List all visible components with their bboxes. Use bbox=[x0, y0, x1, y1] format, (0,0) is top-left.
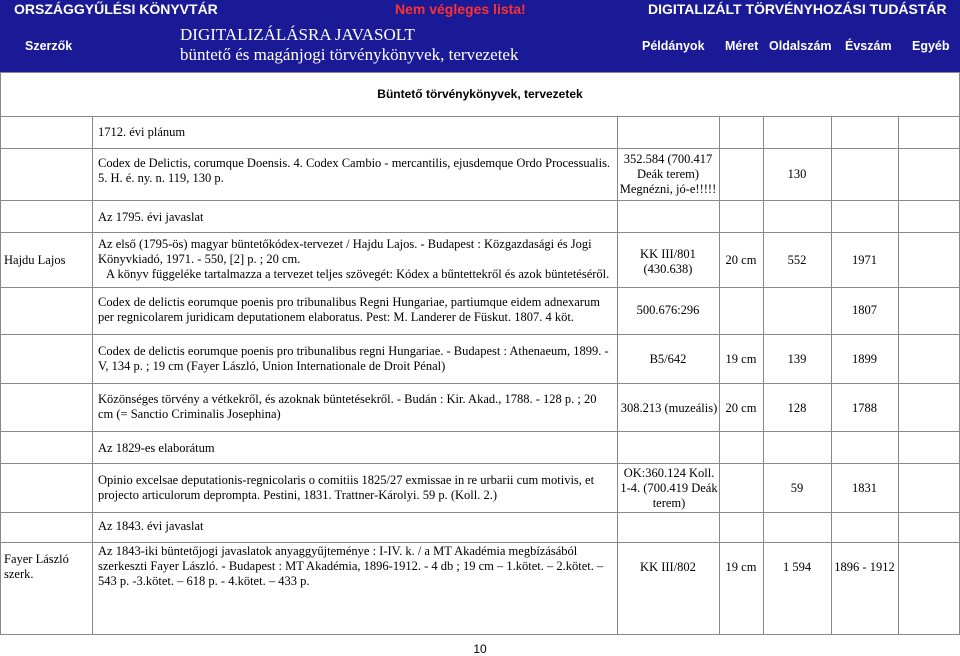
grid-line bbox=[0, 542, 960, 543]
section-1795: Az 1795. évi javaslat bbox=[98, 210, 204, 224]
table-header bbox=[0, 20, 960, 72]
row-5-title: Közönséges törvény a vétkekről, és azoknak büntetésekről. - Budán : Kir. Akad., 1788. - 128 p. ; 20 cm (= Sanctio Criminalis Josephina) bbox=[98, 392, 597, 421]
col-copies: Példányok bbox=[642, 39, 705, 53]
row-2-title: Az első (1795-ös) magyar büntetőkódex-tervezet / Hajdu Lajos. - Budapest : Közgazdasági és Jogi Könyvkiadó, 1971. - 550, [2] p. ; 20 cm. bbox=[98, 237, 592, 266]
grid-line bbox=[0, 463, 960, 464]
page-number: 10 bbox=[473, 642, 487, 656]
row-6-copies: OK:360.124 Koll. 1-4. (700.419 Deák terem) bbox=[620, 466, 718, 510]
col-other: Egyéb bbox=[912, 39, 950, 53]
row-5-pages: 128 bbox=[787, 401, 807, 415]
row-7-year: 1896 - 1912 bbox=[834, 560, 895, 574]
grid-line bbox=[0, 232, 960, 233]
grid-line bbox=[0, 200, 960, 201]
row-5-copies: 308.213 (muzeális) bbox=[620, 401, 718, 415]
row-2-note: A könyv függeléke tartalmazza a tervezet teljes szövegét: Kódex a bűntettekről és azok büntetéséről. bbox=[106, 267, 610, 281]
row-5-size: 20 cm bbox=[725, 401, 757, 415]
grid-line bbox=[0, 148, 960, 149]
grid-line bbox=[617, 72, 618, 635]
row-7-title: Az 1843-iki büntetőjogi javaslatok anyaggyűjteménye : I-IV. k. / a MT Akadémia megbízásából szerkeszti Fayer László. - Budapest : MT Akadémia, 1896-1912. - 4 db ; 19 cm – 1.kötet. – 2.kötet. – 543 p. -3.kötet. – 618 p. - 4.kötet. – 433 p. bbox=[98, 544, 604, 588]
row-7-author: Fayer László szerk. bbox=[4, 552, 69, 581]
row-2-year: 1971 bbox=[852, 253, 877, 267]
row-7-copies: KK III/802 bbox=[640, 560, 696, 574]
row-3-copies: 500.676:296 bbox=[636, 303, 700, 317]
row-2-pages: 552 bbox=[787, 253, 807, 267]
row-7-size: 19 cm bbox=[725, 560, 757, 574]
row-4-copies: B5/642 bbox=[649, 352, 687, 366]
grid-line bbox=[898, 72, 899, 635]
grid-line bbox=[0, 512, 960, 513]
section-1829: Az 1829-es elaborátum bbox=[98, 441, 215, 455]
library-name: ORSZÁGGYŰLÉSI KÖNYVTÁR bbox=[14, 1, 218, 17]
row-4-title: Codex de delictis eorumque poenis pro tribunalibus regni Hungariae. - Budapest : Athenaeum, 1899. - V, 134 p. ; 19 cm (Fayer László, Union Internationale de Droit Pénal) bbox=[98, 344, 609, 373]
row-2-author: Hajdu Lajos bbox=[4, 253, 66, 267]
row-4-pages: 139 bbox=[787, 352, 807, 366]
doc-title: DIGITALIZÁLÁSRA JAVASOLT bbox=[180, 25, 415, 44]
row-1-copies: 352.584 (700.417 Deák terem) Megnézni, jó-e!!!!! bbox=[619, 152, 717, 196]
grid-line bbox=[92, 72, 93, 635]
doc-subtitle: büntető és magánjogi törvénykönyvek, tervezetek bbox=[180, 45, 519, 64]
row-3-title: Codex de delictis eorumque poenis pro tribunalibus Regni Hungariae, partiumque eidem adnexarum per regnicolarem juridicam deputationem elaboratus. Pest: M. Landerer de Füskut. 1807. 4 köt. bbox=[98, 295, 600, 324]
row-6-pages: 59 bbox=[790, 481, 804, 495]
draft-warning: Nem végleges lista! bbox=[395, 1, 526, 17]
repository-name: DIGITALIZÁLT TÖRVÉNYHOZÁSI TUDÁSTÁR bbox=[648, 1, 947, 17]
grid-line bbox=[0, 634, 960, 635]
row-2-size: 20 cm bbox=[725, 253, 757, 267]
row-6-year: 1831 bbox=[852, 481, 877, 495]
row-7-pages: 1 594 bbox=[782, 560, 812, 574]
grid-line bbox=[0, 287, 960, 288]
top-banner bbox=[0, 0, 960, 20]
col-authors: Szerzők bbox=[25, 39, 73, 53]
row-3-year: 1807 bbox=[852, 303, 877, 317]
row-4-size: 19 cm bbox=[725, 352, 757, 366]
col-size: Méret bbox=[725, 39, 759, 53]
grid-line bbox=[0, 72, 1, 635]
section-1843: Az 1843. évi javaslat bbox=[98, 519, 204, 533]
section-title: Büntető törvénykönyvek, tervezetek bbox=[377, 87, 583, 101]
grid-line bbox=[0, 334, 960, 335]
row-5-year: 1788 bbox=[852, 401, 877, 415]
col-pages: Oldalszám bbox=[769, 39, 832, 53]
grid-line bbox=[0, 383, 960, 384]
section-1712: 1712. évi plánum bbox=[98, 125, 186, 139]
col-year: Évszám bbox=[845, 39, 892, 53]
section-title-row bbox=[1, 73, 959, 116]
row-2-copies: KK III/801 (430.638) bbox=[640, 247, 696, 276]
row-4-year: 1899 bbox=[852, 352, 877, 366]
grid-line bbox=[0, 431, 960, 432]
row-1-pages: 130 bbox=[787, 167, 807, 181]
row-1-title: Codex de Delictis, corumque Doensis. 4. Codex Cambio - mercantilis, ejusdemque Ordo Processualis. 5. H. é. ny. n. 119, 130 p. bbox=[98, 156, 611, 185]
row-6-title: Opinio excelsae deputationis-regnicolaris o comitiis 1825/27 exmissae in re urbarii cum motivis, et projecto articulorum deprompta. Pestini, 1831. Trattner-Károlyi. 59 p. (Koll. 2.) bbox=[98, 473, 595, 502]
grid-line bbox=[0, 116, 960, 117]
